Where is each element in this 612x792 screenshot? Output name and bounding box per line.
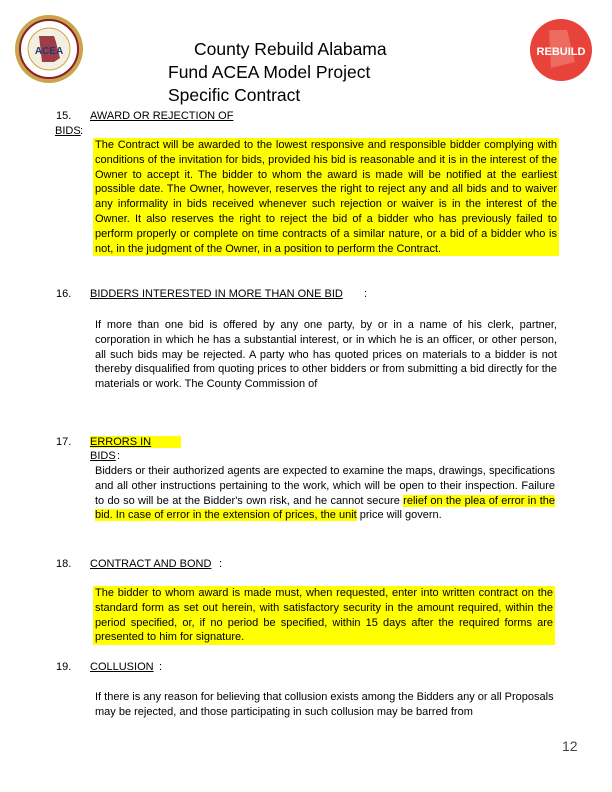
rebuild-alabama-logo	[529, 18, 593, 82]
section-number: 17.	[56, 436, 72, 448]
section-heading: AWARD OR REJECTION OF	[90, 110, 234, 122]
section-body: The bidder to whom award is made must, when requested, enter into written contract on the standard form as set out herein, with satisfactory security in the amount required, within the period specified, or, if no period be specified, within 15 days after the required forms are presented to him for signature.	[95, 587, 553, 644]
section-heading-cont: BIDS	[55, 125, 81, 137]
svg-text:REBUILD: REBUILD	[536, 46, 586, 58]
section-number: 16.	[56, 288, 72, 300]
section-body	[95, 464, 555, 523]
document-title	[168, 38, 428, 107]
svg-text:ACEA: ACEA	[34, 46, 64, 57]
heading-colon: :	[159, 661, 163, 673]
section-number: 18.	[56, 558, 72, 570]
title-line-2: Fund ACEA Model Project	[168, 62, 371, 82]
section-heading: BIDDERS INTERESTED IN MORE THAN ONE BID	[90, 288, 343, 300]
section-heading-cont: BIDS	[90, 450, 116, 462]
acea-seal-logo	[14, 14, 84, 84]
section-heading: COLLUSION	[90, 661, 154, 673]
body-text: Bidders or their authorized agents are expected to examine the maps, drawings, specifications and all other instructions pertaining to the work, which will be open to their inspection. Failure to do so will be at the Bidder's own risk, and he cannot secure	[95, 465, 555, 507]
section-heading: ERRORS IN	[90, 436, 181, 448]
section-heading: CONTRACT AND BOND	[90, 558, 212, 570]
section-body: If there is any reason for believing that collusion exists among the Bidders any or all Proposals may be rejected, and those participating in such collusion may be barred from	[95, 691, 554, 718]
body-text-highlight: relief on the plea of error in the bid. In case of error in the extension of prices, the unit	[95, 494, 555, 522]
section-number: 19.	[56, 661, 72, 673]
title-line-3: Specific Contract	[168, 85, 301, 105]
section-body: The Contract will be awarded to the lowest responsive and responsible bidder complying with conditions of the invitation for bids, provided his bid is reasonable and it is in the interest of the Owner to accept it. The bidder to whom the award is made will be notified at the earliest possible date. The Owner, however, reserves the right to reject any and all bids and to waiver any informality in bids received whenever such rejection or waiver is in the interest of the Owner. It also reserves the right to reject the bid of a bidder who has previously failed to perform properly or complete on time contracts of a similar nature, or a bid of a bidder who is not, in the judgment of the Owner, in a position to perform the Contract.	[95, 139, 557, 255]
page-number: 12	[562, 738, 578, 754]
heading-colon: :	[117, 450, 121, 462]
section-number: 15.	[56, 110, 72, 122]
heading-colon: :	[219, 558, 223, 570]
body-text-tail: price will govern.	[359, 509, 442, 522]
section-body: If more than one bid is offered by any one party, by or in a name of his clerk, partner, corporation in which he has a substantial interest, or in which he is an officer, or other person, all such bids may be rejected. A party who has quoted prices on materials to a bidder is not thereby disqualified from quoting prices to other bidders or from submitting a bid directly for the materials or work. The County Commission of	[95, 319, 557, 391]
heading-colon: :	[80, 125, 84, 137]
title-line-1: County Rebuild Alabama	[194, 39, 387, 59]
heading-colon: :	[364, 288, 368, 300]
